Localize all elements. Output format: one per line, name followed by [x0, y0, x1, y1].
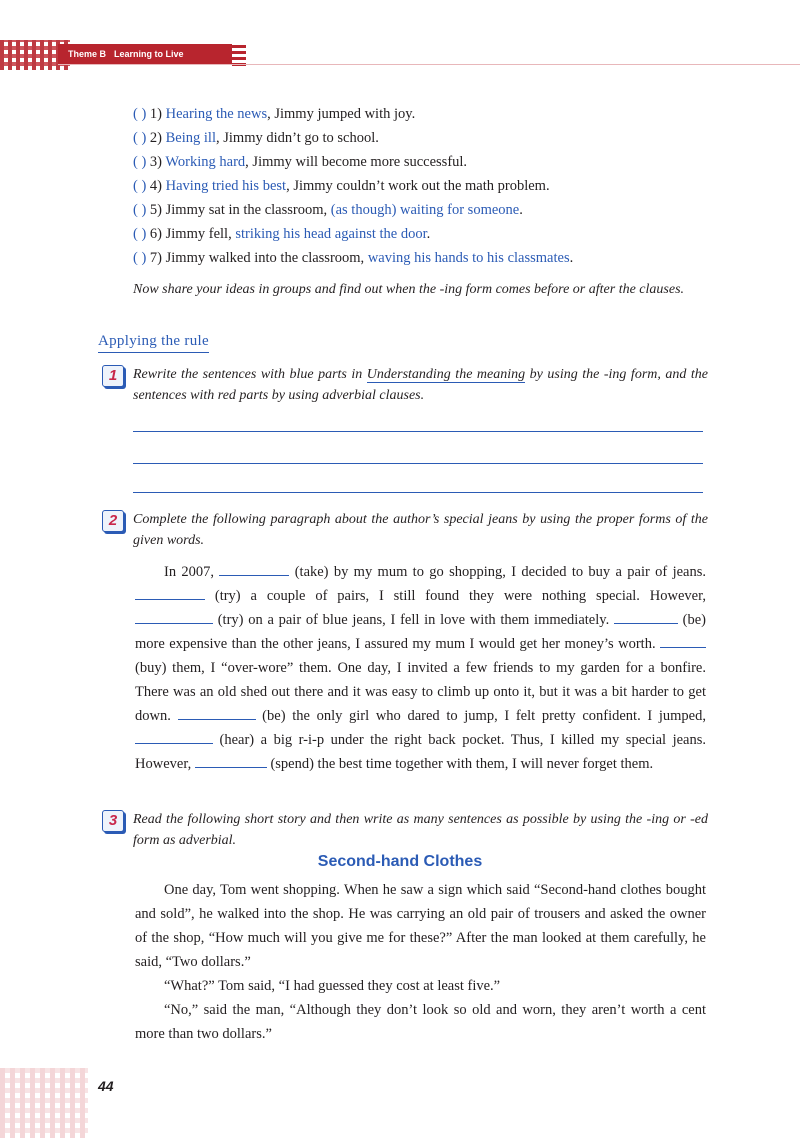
- theme-tab: [58, 44, 236, 64]
- paragraph-text: (hear) a big r-i-p under the right back pocket. Thus, I killed my special jeans. However,: [135, 732, 706, 772]
- fill-blank[interactable]: [195, 753, 267, 768]
- paragraph-text: (buy) them, I “over-wore” them. One day, I invited a few friends to my garden for a bonfire. There was an old shed out there and it was easy to climb up onto it, but it was a bit harder to get down.: [135, 660, 706, 724]
- paragraph-text: (be) the only girl who dared to jump, I felt pretty confident. I jumped,: [255, 708, 706, 724]
- question-text: , Jimmy will become more successful.: [245, 154, 468, 170]
- question-text: .: [519, 202, 523, 218]
- highlighted-phrase: Being ill: [165, 130, 216, 146]
- paragraph-text: (be) more expensive than the other jeans, I assured my mum I would get her money’s worth.: [135, 612, 707, 652]
- answer-parentheses[interactable]: ( ): [133, 202, 147, 218]
- story-paragraph: “No,” said the man, “Although they don’t look so old and worn, they aren’t worth a cent more than two dollars.”: [135, 1002, 706, 1042]
- question-text: Jimmy walked into the classroom,: [165, 250, 368, 266]
- exercise-2-badge: 2: [102, 510, 124, 532]
- question-number: 6): [149, 226, 163, 242]
- highlighted-phrase: striking his head against the door: [235, 226, 427, 242]
- exercise-1-instruction: [133, 364, 708, 406]
- question-row: [133, 222, 733, 246]
- paragraph-text: (spend) the best time together with them, I will never forget them.: [266, 756, 654, 772]
- instruction-text: by using the -ing form, and the sentences with red parts by using adverbial clauses.: [133, 367, 709, 403]
- share-note: Now share your ideas in groups and find out when the -ing form comes before or after the clauses.: [133, 282, 685, 297]
- footer-mosaic-decoration: [0, 1068, 88, 1138]
- fill-blank[interactable]: [614, 609, 678, 624]
- question-text: .: [569, 250, 574, 266]
- question-list: [133, 102, 733, 270]
- paragraph-text: (try) a couple of pairs, I still found they were nothing special. However,: [205, 588, 706, 604]
- question-row: [133, 102, 733, 126]
- fill-blank[interactable]: [135, 609, 213, 624]
- theme-label: Theme B: [68, 49, 107, 59]
- answer-line[interactable]: [133, 431, 703, 432]
- question-row: [133, 150, 733, 174]
- question-number: 4): [149, 178, 163, 194]
- exercise-3-badge: 3: [102, 810, 124, 832]
- fill-blank[interactable]: [178, 705, 256, 720]
- header-mosaic-right: [232, 44, 246, 66]
- question-text: .: [426, 226, 431, 242]
- highlighted-phrase: (as though) waiting for someone: [330, 202, 520, 218]
- question-number: 5): [149, 202, 163, 218]
- story-title: Second-hand Clothes: [317, 853, 483, 870]
- exercise-1-badge: 1: [102, 365, 124, 387]
- header-divider: [58, 64, 800, 65]
- page-number: 44: [98, 1078, 114, 1094]
- question-row: [133, 198, 733, 222]
- exercise-2-paragraph: [135, 560, 706, 776]
- exercise-3-instruction: Read the following short story and then write as many sentences as possible by using the -ing or -ed form as adverbial.: [133, 812, 708, 848]
- paragraph-text: (take) by my mum to go shopping, I decided to buy a pair of jeans.: [289, 564, 706, 580]
- answer-parentheses[interactable]: ( ): [133, 250, 147, 266]
- question-text: Jimmy fell,: [165, 226, 236, 242]
- fill-blank[interactable]: [135, 729, 213, 744]
- highlighted-phrase: Hearing the news: [165, 106, 268, 122]
- question-number: 1): [149, 106, 163, 122]
- question-number: 3): [149, 154, 163, 170]
- highlighted-phrase: Working hard: [165, 154, 246, 170]
- section-reference-link[interactable]: Understanding the meaning: [366, 367, 526, 382]
- question-text: , Jimmy didn’t go to school.: [216, 130, 379, 146]
- answer-line[interactable]: [133, 463, 703, 464]
- answer-parentheses[interactable]: ( ): [133, 154, 147, 170]
- question-text: , Jimmy jumped with joy.: [267, 106, 416, 122]
- answer-line[interactable]: [133, 492, 703, 493]
- instruction-text: Rewrite the sentences with blue parts in: [133, 367, 367, 382]
- fill-blank[interactable]: [219, 561, 289, 576]
- answer-parentheses[interactable]: ( ): [133, 226, 147, 242]
- paragraph-text: In 2007,: [164, 564, 220, 580]
- exercise-2-instruction: Complete the following paragraph about the author’s special jeans by using the proper forms of the given words.: [133, 512, 708, 548]
- answer-parentheses[interactable]: ( ): [133, 130, 147, 146]
- question-text: , Jimmy couldn’t work out the math problem.: [286, 178, 550, 194]
- question-row: [133, 246, 733, 270]
- fill-blank[interactable]: [135, 585, 205, 600]
- fill-blank[interactable]: [660, 633, 706, 648]
- highlighted-phrase: waving his hands to his classmates: [367, 250, 570, 266]
- paragraph-text: (try) on a pair of blue jeans, I fell in love with them immediately.: [213, 612, 614, 628]
- question-text: Jimmy sat in the classroom,: [165, 202, 331, 218]
- answer-parentheses[interactable]: ( ): [133, 178, 147, 194]
- answer-parentheses[interactable]: ( ): [133, 106, 147, 122]
- question-row: [133, 126, 733, 150]
- question-number: 2): [149, 130, 163, 146]
- question-row: [133, 174, 733, 198]
- page-header: [0, 0, 800, 75]
- question-number: 7): [149, 250, 163, 266]
- story-paragraph: “What?” Tom said, “I had guessed they cost at least five.”: [164, 978, 501, 994]
- section-heading: Applying the rule: [98, 333, 209, 353]
- theme-title: Learning to Live: [114, 49, 184, 59]
- highlighted-phrase: Having tried his best: [165, 178, 287, 194]
- story-paragraph: One day, Tom went shopping. When he saw a sign which said “Second-hand clothes bought and sold”, he walked into the shop. He was carrying an old pair of trousers and asked the owner of the shop, “How much will you give me for these?” After the man looked at them carefully, he said, “Two dollars.”: [135, 882, 706, 970]
